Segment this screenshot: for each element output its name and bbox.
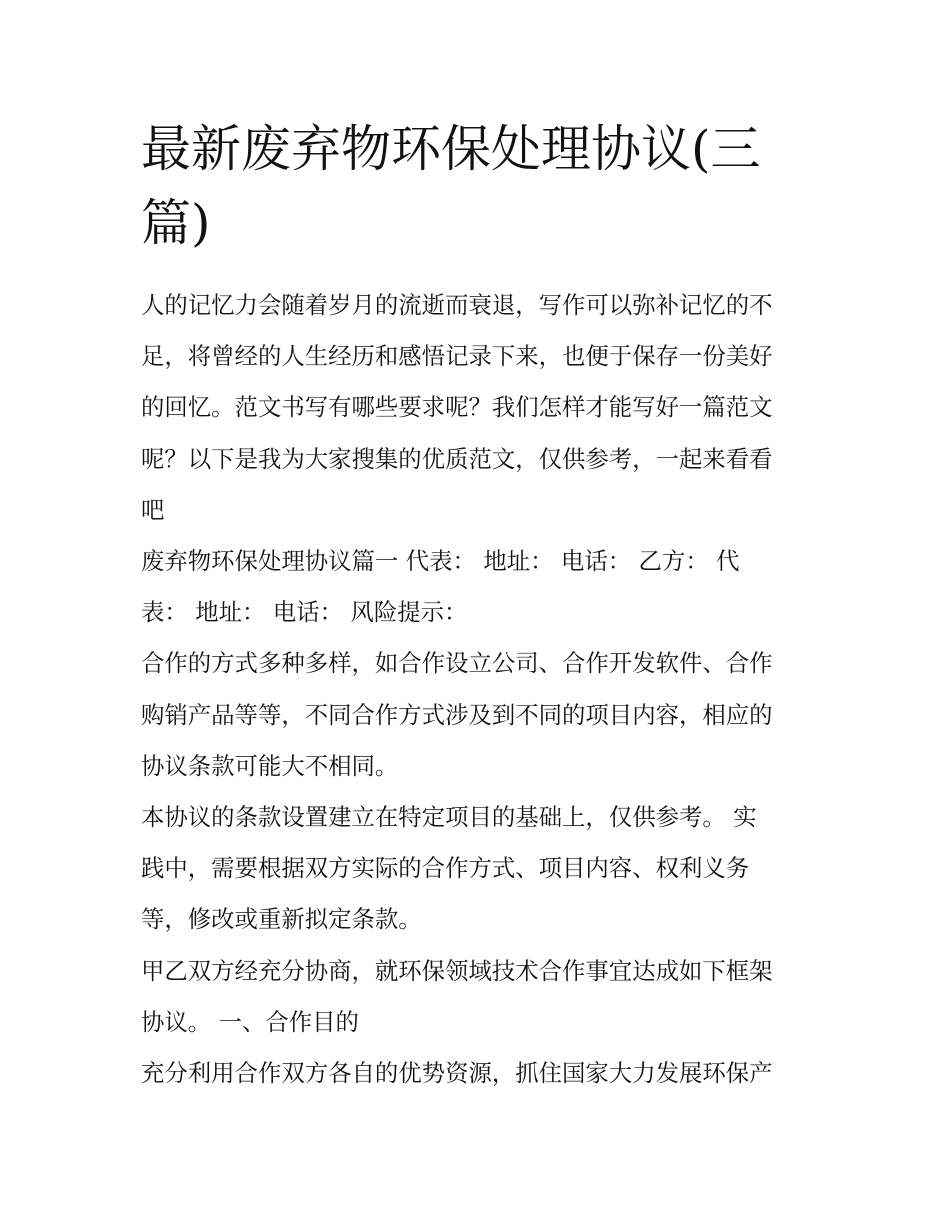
paragraph-parties: [141, 536, 813, 638]
text-line: 协议条款可能大不相同。: [141, 751, 399, 780]
text-line: 等，修改或重新拟定条款。: [141, 905, 422, 934]
text-line: 人的记忆力会随着岁月的流逝而衰退，写作可以弥补记忆的不: [141, 291, 773, 319]
text-line: 购销产品等等，不同合作方式涉及到不同的项目内容，相应的: [141, 700, 773, 729]
paragraph-purpose: [141, 1048, 813, 1099]
text-line: 充分利用合作双方各自的优势资源，抓住国家大力发展环保产: [141, 1059, 773, 1088]
paragraph-cooperation-methods: [141, 638, 813, 792]
document-page: [141, 112, 813, 1099]
text-line: 合作的方式多种多样，如合作设立公司、合作开发软件、合作: [141, 649, 773, 678]
text-line: 呢？以下是我为大家搜集的优质范文，仅供参考，一起来看看: [141, 444, 773, 473]
text-line: 废弃物环保处理协议篇一 代表： 地址： 电话： 乙方： 代: [141, 547, 740, 576]
title-line: 篇): [141, 194, 211, 252]
paragraph-clause-note: [141, 792, 813, 946]
text-line: 表： 地址： 电话： 风险提示：: [141, 598, 468, 627]
text-line: 的回忆。范文书写有哪些要求呢？我们怎样才能写好一篇范文: [141, 393, 773, 422]
paragraph-intro: [141, 280, 813, 536]
text-line: 足，将曾经的人生经历和感悟记录下来，也便于保存一份美好: [141, 342, 773, 371]
text-line: 吧: [141, 495, 165, 524]
document-title: [141, 112, 813, 260]
text-line: 本协议的条款设置建立在特定项目的基础上，仅供参考。 实: [141, 803, 757, 832]
text-line: 协议。 一、合作目的: [141, 1007, 359, 1036]
text-line: 甲乙双方经充分协商，就环保领域技术合作事宜达成如下框架: [141, 956, 773, 985]
title-line: 最新废弃物环保处理协议(三: [141, 120, 761, 178]
paragraph-agreement-intro: [141, 946, 813, 1048]
text-line: 践中，需要根据双方实际的合作方式、项目内容、权利义务: [141, 854, 750, 883]
